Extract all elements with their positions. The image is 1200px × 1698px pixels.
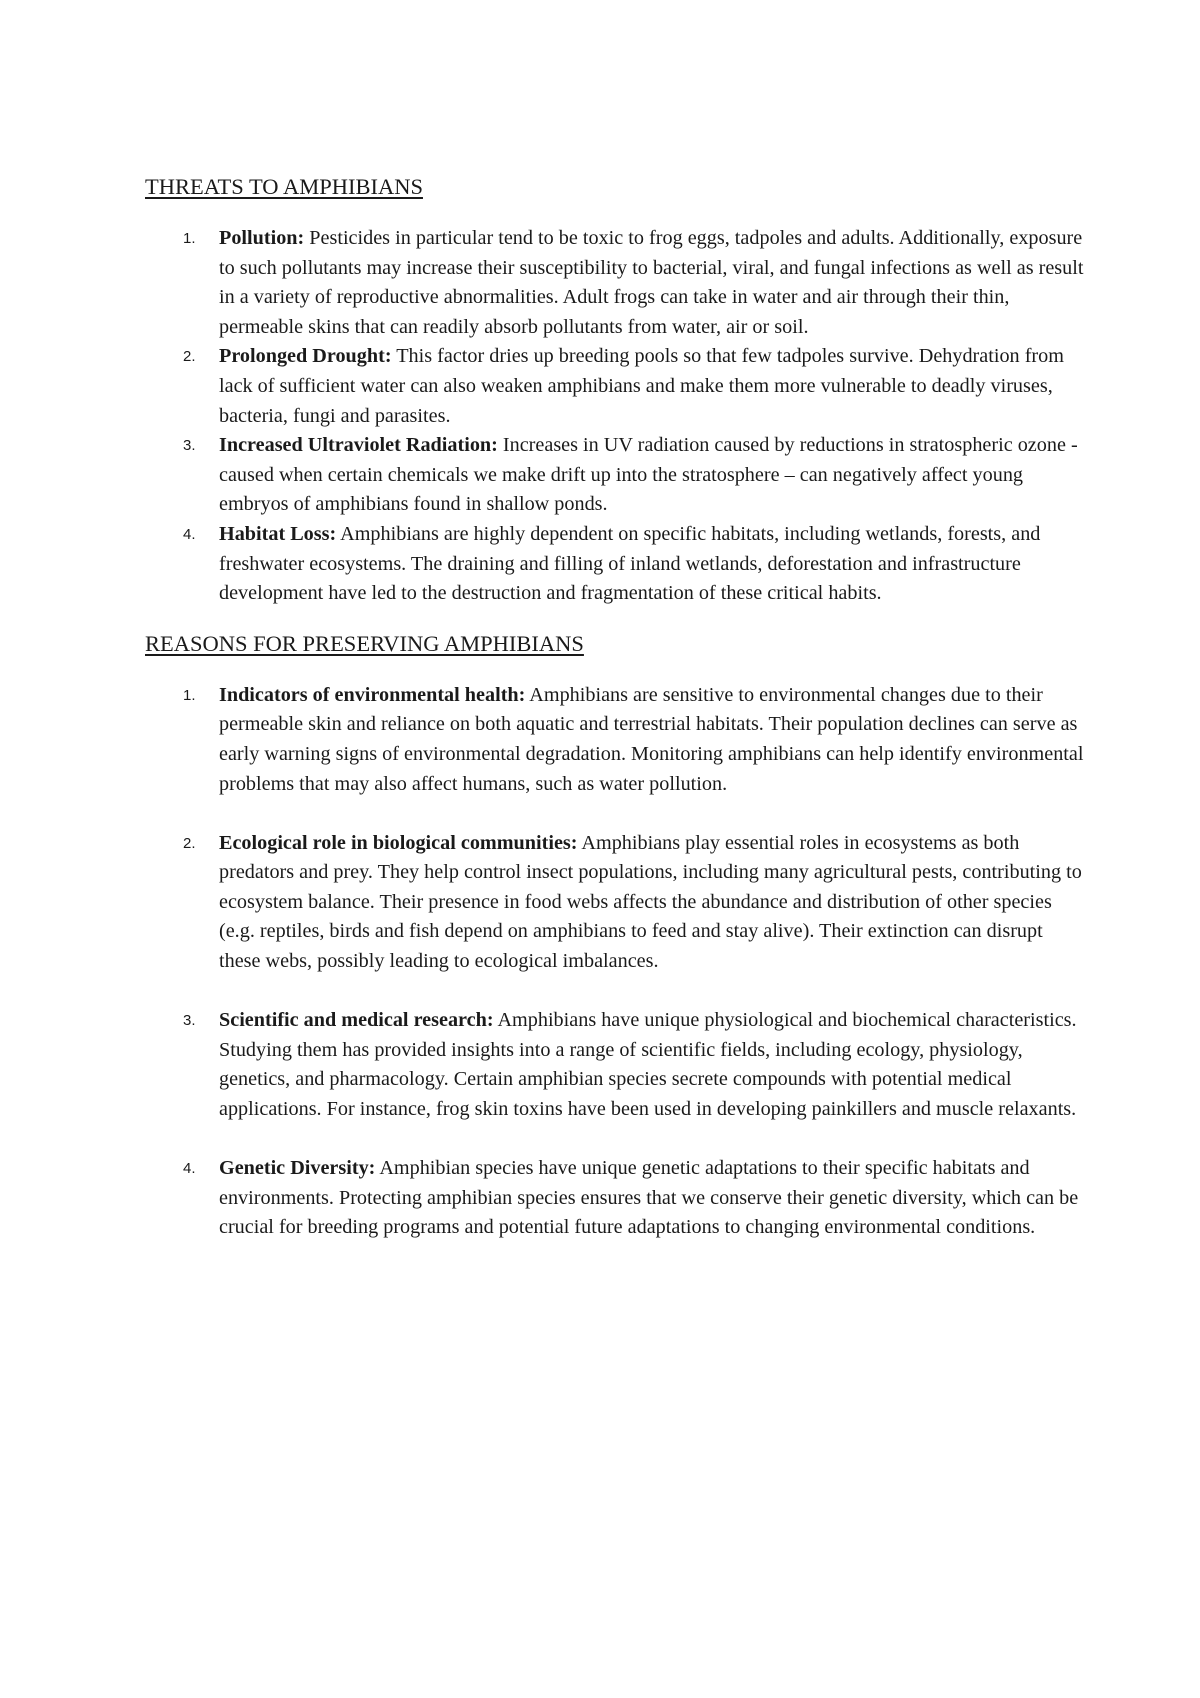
reason-item-ecological-role: [145, 829, 1085, 977]
threat-item-habitat-loss: [145, 520, 1085, 609]
reason-item-research: [145, 1006, 1085, 1124]
threat-term: Increased Ultraviolet Radiation:: [219, 434, 498, 457]
threat-description: Amphibians are highly dependent on specific habitats, including wetlands, forests, and freshwater ecosystems. The draining and filling of inland wetlands, deforestation and infrastructure development have led to the destruction and fragmentation of these critical habits.: [219, 522, 1041, 605]
list-number: 1.: [183, 686, 196, 704]
reason-term: Genetic Diversity:: [219, 1157, 376, 1180]
threat-term: Habitat Loss:: [219, 522, 337, 545]
threat-item-drought: [145, 342, 1085, 431]
list-number: 3.: [183, 437, 196, 455]
list-number: 1.: [183, 230, 196, 247]
threat-item-pollution: [145, 224, 1085, 342]
reason-description: Amphibians play essential roles in ecosystems as both predators and prey. They help control insect populations, including many agricultural pests, contributing to ecosystem balance. Their presence in food webs affects the abundance and distribution of other species (e.g. reptiles, birds and fish depend on amphibians to feed and stay alive). Their extinction can disrupt these webs, possibly leading to ecological imbalances.: [219, 831, 1082, 973]
list-number: 3.: [183, 1012, 196, 1030]
reason-description: Amphibian species have unique genetic adaptations to their specific habitats and environments. Protecting amphibian species ensures that we conserve their genetic diversity, which can be crucial for breeding programs and potential future adaptations to changing environmental conditions.: [219, 1157, 1079, 1239]
list-number: 2.: [183, 834, 196, 852]
reason-description: Amphibians have unique physiological and biochemical characteristics. Studying them has provided insights into a range of scientific fields, including ecology, physiology, genetics, and pharmacology. Certain amphibian species secrete compounds with potential medical applications. For instance, frog skin toxins have been used in developing painkillers and muscle relaxants.: [219, 1009, 1077, 1121]
reasons-list: [145, 681, 1085, 1243]
document-page: [145, 172, 1085, 1243]
reason-term: Scientific and medical research:: [219, 1009, 494, 1032]
threats-heading: THREATS TO AMPHIBIANS: [145, 174, 423, 199]
reason-term: Indicators of environmental health:: [219, 683, 526, 706]
reason-description: Amphibians are sensitive to environmental changes due to their permeable skin and reliance on both aquatic and terrestrial habitats. Their population declines can serve as early warning signs of environmental degradation. Monitoring amphibians can help identify environmental problems that may also affect humans, such as water pollution.: [219, 683, 1084, 795]
threat-description: Increases in UV radiation caused by reductions in stratospheric ozone - caused when certain chemicals we make drift up into the stratosphere – can negatively affect young embryos of amphibians found in shallow ponds.: [219, 434, 1078, 516]
threat-description: This factor dries up breeding pools so that few tadpoles survive. Dehydration from lack of sufficient water can also weaken amphibians and make them more vulnerable to deadly viruses, bacteria, fungi and parasites.: [219, 345, 1064, 427]
list-number: 4.: [183, 1160, 196, 1178]
threat-item-uv-radiation: [145, 431, 1085, 520]
threats-list: [145, 224, 1085, 609]
reason-item-genetic-diversity: [145, 1154, 1085, 1243]
threat-term: Pollution:: [219, 227, 305, 249]
reasons-heading: REASONS FOR PRESERVING AMPHIBIANS: [145, 630, 584, 656]
threat-description: Pesticides in particular tend to be toxic to frog eggs, tadpoles and adults. Additionally, exposure to such pollutants may increase their susceptibility to bacterial, viral, and fungal infections as well as result in a variety of reproductive abnormalities. Adult frogs can take in water and air through their thin, permeable skins that can readily absorb pollutants from water, air or soil.: [219, 227, 1084, 338]
list-number: 2.: [183, 348, 196, 366]
threat-term: Prolonged Drought:: [219, 345, 392, 368]
reason-term: Ecological role in biological communities:: [219, 831, 578, 854]
list-number: 4.: [183, 525, 196, 543]
reason-item-indicators: [145, 681, 1085, 799]
